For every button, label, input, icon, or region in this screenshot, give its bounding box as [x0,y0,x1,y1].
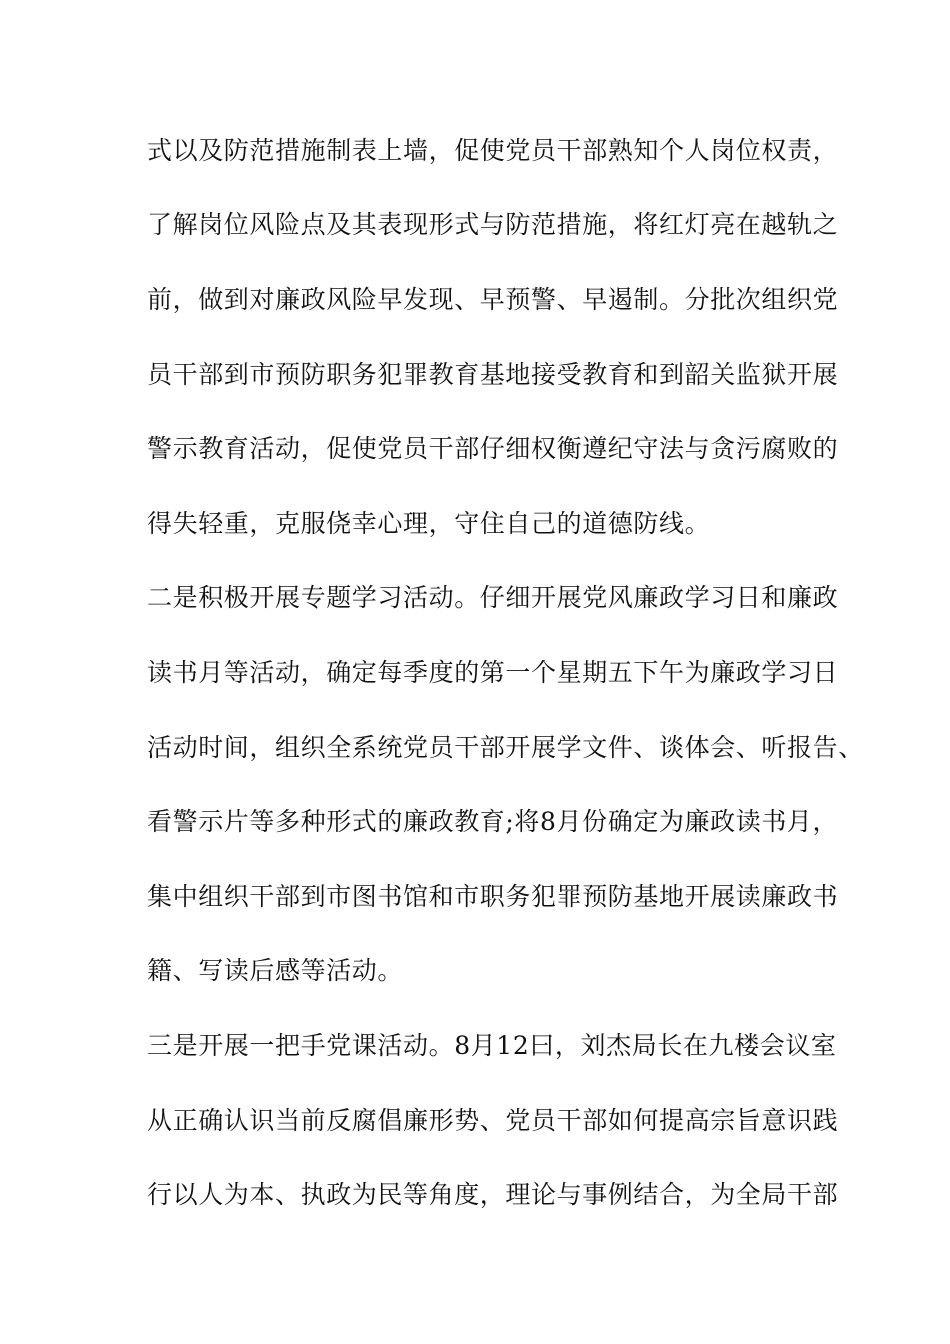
text-line: 二是积极开展专题学习活动。仔细开展党风廉政学习日和廉政 [147,583,839,612]
text-line: 行以人为本、执政为民等角度，理论与事例结合，为全局干部 [147,1180,839,1209]
text-line: 读书月等活动，确定每季度的第一个星期五下午为廉政学习日 [147,658,839,687]
text-line: 员干部到市预防职务犯罪教育基地接受教育和到韶关监狱开展 [147,360,839,389]
text-line: 集中组织干部到市图书馆和市职务犯罪预防基地开展读廉政书 [147,882,839,911]
text-line: 籍、写读后感等活动。 [147,956,404,985]
text-line: 三是开展一把手党课活动。8月12曰，刘杰局长在九楼会议室 [147,1031,837,1060]
text-line: 活动时间，组织全系统党员干部开展学文件、谈体会、听报告、 [147,733,864,762]
text-line: 了解岗位风险点及其表现形式与防范措施，将红灯亮在越轨之 [147,210,839,239]
text-line: 看警示片等多种形式的廉政教育;将8月份确定为廉政读书月， [147,807,839,836]
text-line: 式以及防范措施制表上墙，促使党员干部熟知个人岗位权责， [147,136,839,165]
text-line: 从正确认识当前反腐倡廉形势、党员干部如何提高宗旨意识践 [147,1106,839,1135]
text-line: 得失轻重，克服侥幸心理，守住自己的道德防线。 [147,509,711,538]
text-line: 警示教育活动，促使党员干部仔细权衡遵纪守法与贪污腐败的 [147,434,839,463]
text-line: 前，做到对廉政风险早发现、早预警、早遏制。分批次组织党 [147,285,839,314]
